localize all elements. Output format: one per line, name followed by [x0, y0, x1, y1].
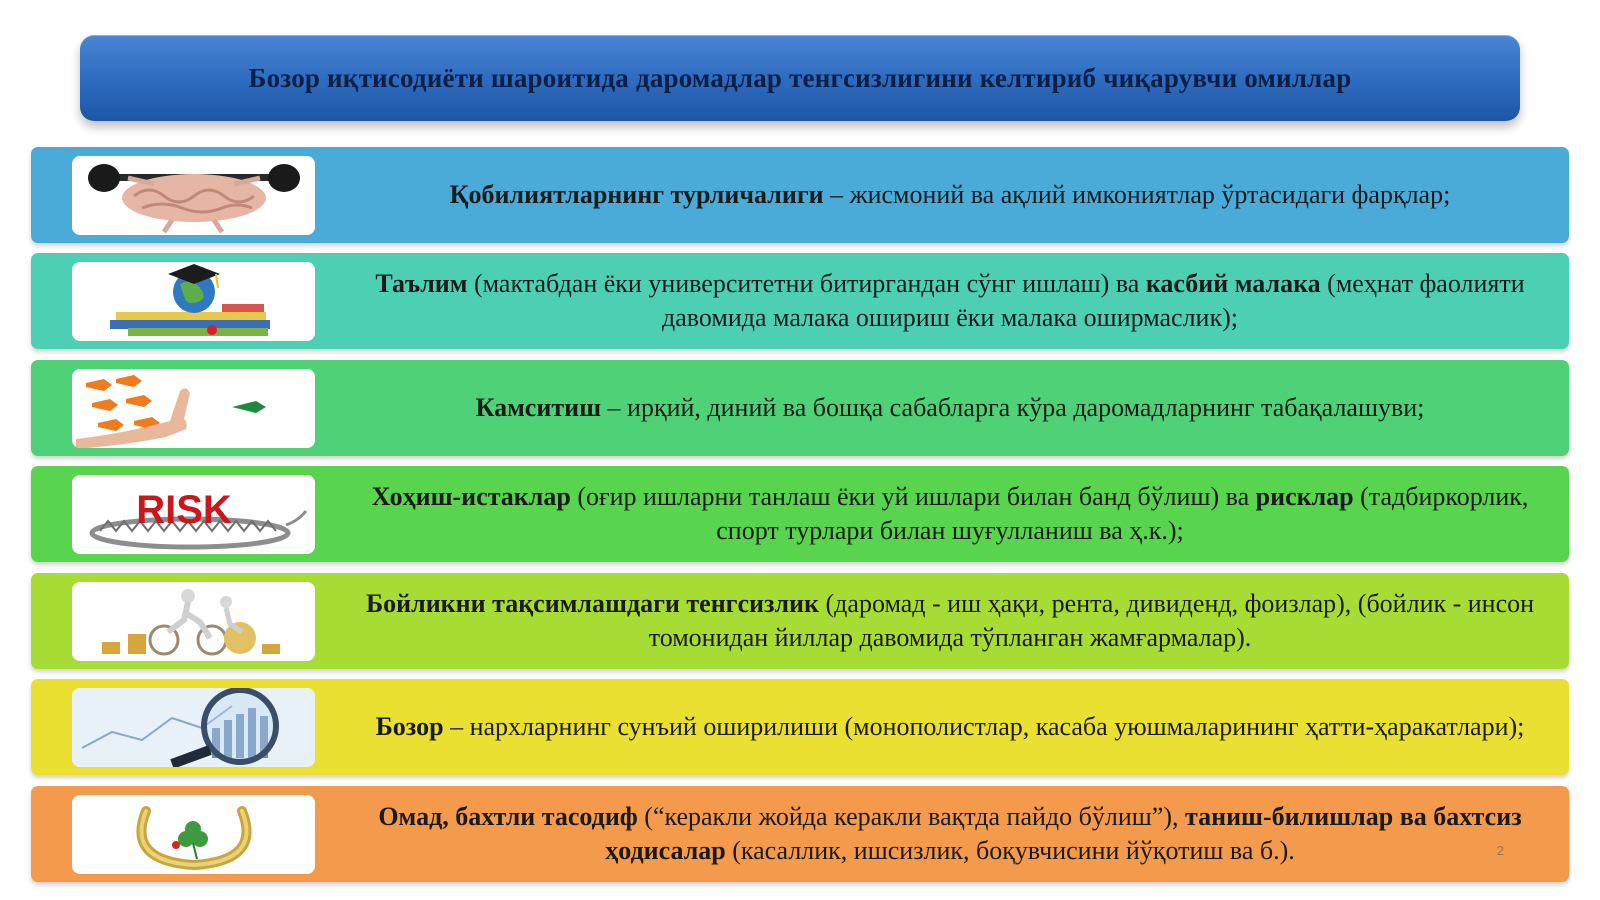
factor-row-wealth-distribution	[31, 573, 1569, 669]
brain-lifting-barbell-picture	[72, 156, 315, 235]
factor-text: Бозор – нархларнинг сунъий оширилиши (монополистлар, касаба уюшмаларининг ҳатти-ҳаракатлари);	[375, 712, 1525, 741]
factor-text: Омад, бахтли тасодиф (“керакли жойда керакли вақтда пайдо бўлиш”), таниш-билишлар ва бахтсиз ҳодисалар (касаллик, ишсизлик, боқувчисини йўқотиш ва б.).	[378, 802, 1522, 865]
factor-row-luck	[31, 786, 1569, 882]
hand-stopping-fish-picture	[72, 369, 315, 448]
globe-with-graduation-cap-on-books-picture	[72, 262, 315, 341]
title-banner	[80, 35, 1520, 121]
magnifier-over-bar-chart-picture	[72, 688, 315, 767]
figures-cycling-on-coins-picture	[72, 582, 315, 661]
factor-text: Қобилиятларнинг турличалиги – жисмоний ва ақлий имкониятлар ўртасидаги фарқлар;	[449, 180, 1451, 209]
slide-title: Бозор иқтисодиёти шароитида даромадлар тенгсизлигини келтириб чиқарувчи омиллар	[248, 62, 1352, 93]
page-number: 2	[1496, 843, 1504, 858]
svg-text:RISK: RISK	[136, 488, 232, 532]
risk-word-in-trap-picture	[72, 475, 315, 554]
factor-row-abilities	[31, 147, 1569, 243]
factor-row-discrimination	[31, 360, 1569, 456]
factor-row-preferences	[31, 466, 1569, 562]
factor-text: Таълим (мактабдан ёки университетни битиргандан сўнг ишлаш) ва касбий малака (меҳнат фаолияти давомида малака ошириш ёки малака оширмаслик);	[375, 269, 1525, 332]
horseshoe-with-clover-picture	[72, 795, 315, 874]
factor-row-education	[31, 253, 1569, 349]
factor-row-market	[31, 679, 1569, 775]
factor-text: Камситиш – ирқий, диний ва бошқа сабабларга кўра даромадларнинг табақалашуви;	[475, 393, 1425, 422]
factor-text: Бойликни тақсимлашдаги тенгсизлик (даромад - иш ҳақи, рента, дивиденд, фоизлар), (бойлик - инсон томонидан йиллар давомида тўпланган жамғармалар).	[365, 589, 1535, 652]
factor-text: Хоҳиш-истаклар (оғир ишларни танлаш ёки уй ишлари билан банд бўлиш) ва рисклар (тадбиркорлик, спорт турлари билан шуғулланиш ва ҳ.к.);	[371, 482, 1529, 545]
